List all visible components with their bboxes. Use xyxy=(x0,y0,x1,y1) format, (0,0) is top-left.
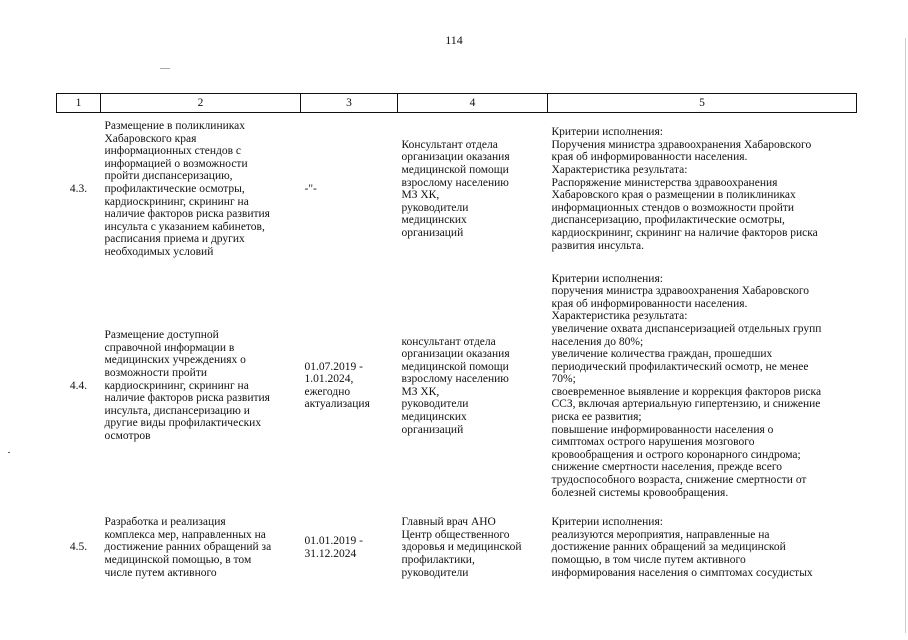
table-row xyxy=(57,266,857,507)
column-header-5: 5 xyxy=(548,94,857,113)
responsible-text: Консультант отдела организации оказания медицинской помощи взрослому населению МЗ ХК, руководители медицинских организаций xyxy=(401,138,510,240)
term-text: 01.01.2019 - 31.12.2024 xyxy=(304,535,363,560)
responsible-text: консультант отдела организации оказания медицинской помощи взрослому населению МЗ ХК, руководители медицинских организаций xyxy=(401,335,510,436)
scan-speck xyxy=(8,452,10,453)
term-text: 01.07.2019 - 1.01.2024, ежегодно актуализация xyxy=(304,360,370,411)
event-text: Разработка и реализация комплекса мер, направленных на достижение ранних обращений за медицинской помощью, в том числе путем активного xyxy=(104,516,272,579)
page-edge xyxy=(905,38,906,633)
column-header-4: 4 xyxy=(398,94,548,113)
result-text: Критерии исполнения: Поручения министра здравоохранения Хабаровского края об информированности населения. Характеристика результата: Распоряжение министерства здравоохранения Хабаровского края о размещении в поликлиниках информационных стендов о возможности пройти диспансеризацию, профилактические осмотры, кардиоскрининг, скрининг на наличие факторов риска развития инсульта. xyxy=(551,126,818,252)
page-number: 114 xyxy=(445,33,463,47)
result-text: Критерии исполнения: поручения министра здравоохранения Хабаровского края об информированности населения. Характеристика результата: увеличение охвата диспансеризацией отдельных групп населения до 80%; увеличение количества граждан, прошедших периодический профилактический осмотр, не менее 70%; своевременное выявление и коррекция факторов риска ССЗ, включая артериальную гипертензию, и снижение риска ее развития; повышение информированности населения о симптомах острого нарушения мозгового кровообращения и острого коронарного синдрома; снижение смертности населения, прежде всего трудоспособного возраста, снижение смертности от болезней системы кровообращения. xyxy=(551,272,822,499)
plan-table xyxy=(56,93,857,586)
scan-mark xyxy=(160,68,170,69)
responsible-text: Главный врач АНО Центр общественного здоровья и медицинской профилактики, руководители xyxy=(401,516,522,579)
term-text: -"- xyxy=(304,182,317,195)
column-header-1: 1 xyxy=(57,94,101,113)
event-text: Размещение в поликлиниках Хабаровского края информационных стендов с информацией о возможности пройти диспансеризацию, профилактические осмотры, кардиоскрининг, скрининг на наличие факторов риска развития инсульта с указанием кабинетов, расписания приема и других необходимых условий xyxy=(104,120,270,258)
row-number: 4.5. xyxy=(69,541,88,554)
result-text: Критерии исполнения: реализуются мероприятия, направленные на достижение ранних обращений за медицинской помощью, в том числе путем активного информирования населения о симптомах сосудистых xyxy=(551,516,813,579)
row-number: 4.3. xyxy=(69,182,88,195)
table-row xyxy=(57,506,857,586)
row-number: 4.4. xyxy=(69,379,88,392)
event-text: Размещение доступной справочной информации в медицинских учреждениях о возможности пройти кардиоскрининг, скрининг на наличие факторов риска развития инсульта, диспансеризацию и другие виды профилактических осмотров xyxy=(104,329,270,442)
header-row xyxy=(57,94,857,113)
column-header-2: 2 xyxy=(101,94,301,113)
table-row xyxy=(57,113,857,266)
column-header-3: 3 xyxy=(301,94,398,113)
